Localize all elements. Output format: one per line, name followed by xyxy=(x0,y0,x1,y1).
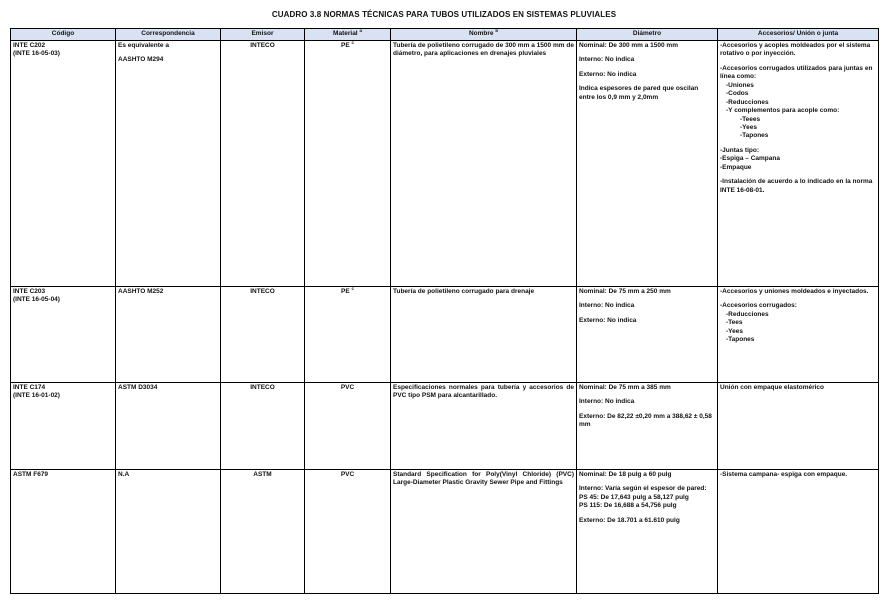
header-nombre-label: Nombre xyxy=(468,30,494,38)
header-emisor: Emisor xyxy=(221,29,305,41)
cell-diametro xyxy=(577,383,718,470)
table-row xyxy=(11,287,879,383)
cell-codigo: INTE C203 (INTE 16-05-04) xyxy=(11,287,116,383)
diametro-line: Interno: No indica xyxy=(579,302,635,310)
accesorios-line: -Y complementos para acople como: xyxy=(726,107,840,115)
accesorios-line: -Tees xyxy=(726,319,743,327)
cell-material xyxy=(305,287,391,383)
diametro-line: PS 115: De 16,688 a 54,756 pulg xyxy=(579,502,677,510)
correspondencia-line: N.A xyxy=(118,471,130,478)
table-row xyxy=(11,41,879,287)
material-note: c xyxy=(351,285,354,291)
correspondencia-line: ASTM D3034 xyxy=(118,384,158,391)
cell-correspondencia xyxy=(116,41,221,287)
diametro-line: Interno: Varía según el espesor de pared: xyxy=(579,485,707,493)
cell-accesorios xyxy=(718,470,879,594)
accesorios-line: -Uniones xyxy=(726,81,754,89)
accesorios-line: Unión con empaque elastomérico xyxy=(720,384,825,391)
accesorios-line: -Accesorios corrugados utilizados para juntas en línea como: xyxy=(720,64,873,81)
cell-emisor: ASTM xyxy=(221,470,305,594)
accesorios-line: -Espiga – Campana xyxy=(720,155,780,163)
header-material-note: a xyxy=(359,28,362,34)
header-nombre xyxy=(391,29,577,41)
correspondencia-line: AASHTO M294 xyxy=(118,56,164,64)
diametro-line: Nominal: De 75 mm a 385 mm xyxy=(579,384,671,391)
diametro-line: PS 45: De 17,643 pulg a 58,127 pulg xyxy=(579,493,689,501)
cell-correspondencia xyxy=(116,287,221,383)
accesorios-line: -Yees xyxy=(740,123,757,131)
cell-nombre: Especificaciones normales para tubería y accesorios de PVC tipo PSM para alcantarillado. xyxy=(391,383,577,470)
accesorios-line: -Accesorios y uniones moldeados e inyectados. xyxy=(720,288,869,295)
header-correspondencia: Correspondencia xyxy=(116,29,221,41)
cell-emisor: INTECO xyxy=(221,287,305,383)
diametro-line: Externo: No indica xyxy=(579,70,637,78)
accesorios-line: -Reducciones xyxy=(726,98,769,106)
table-title: CUADRO 3.8 NORMAS TÉCNICAS PARA TUBOS UTILIZADOS EN SISTEMAS PLUVIALES xyxy=(271,10,617,19)
diametro-line: Interno: No indica xyxy=(579,398,635,406)
accesorios-line: -Empaque xyxy=(720,163,752,171)
accesorios-line: -Accesorios y acoples moldeados por el sistema rotativo o por inyección. xyxy=(720,42,871,58)
table-row xyxy=(11,470,879,594)
correspondencia-line: Es equivalente a xyxy=(118,42,169,49)
header-codigo: Código xyxy=(11,29,116,41)
accesorios-line: -Juntas tipo: xyxy=(720,146,759,154)
correspondencia-line: AASHTO M252 xyxy=(118,288,164,295)
accesorios-line: -Teees xyxy=(740,115,761,123)
cell-codigo: INTE C174 (INTE 16-01-02) xyxy=(11,383,116,470)
accesorios-line: -Sistema campana- espiga con empaque. xyxy=(720,471,848,478)
accesorios-line: -Yees xyxy=(726,327,743,335)
diametro-line: Externo: De 18.701 a 61.610 pulg xyxy=(579,516,680,524)
cell-emisor: INTECO xyxy=(221,41,305,287)
cell-codigo: INTE C202 (INTE 16-05-03) xyxy=(11,41,116,287)
cell-diametro xyxy=(577,287,718,383)
diametro-line: Externo: No indica xyxy=(579,316,637,324)
cell-correspondencia xyxy=(116,470,221,594)
header-diametro: Diámetro xyxy=(577,29,718,41)
diametro-line: Externo: De 82,22 ±0,20 mm a 388,62 ± 0,58 mm xyxy=(579,412,712,429)
diametro-line: Nominal: De 18 pulg a 60 pulg xyxy=(579,471,672,478)
cell-material xyxy=(305,41,391,287)
diametro-line: Indica espesores de pared que oscilan entre los 0,9 mm y 2,0mm xyxy=(579,85,699,101)
material-value: PE xyxy=(341,288,350,295)
material-value: PE xyxy=(341,42,350,49)
cell-accesorios xyxy=(718,287,879,383)
cell-nombre: Tubería de polietileno corrugado de 300 mm a 1500 mm de diámetro, para aplicaciones en drenajes pluviales xyxy=(391,41,577,287)
cell-nombre: Tubería de polietileno corrugado para drenaje xyxy=(391,287,577,383)
accesorios-line: -Accesorios corrugados: xyxy=(720,302,797,310)
cell-material: PVC xyxy=(305,383,391,470)
cell-accesorios xyxy=(718,41,879,287)
accesorios-line: -Tapones xyxy=(740,132,769,140)
diametro-line: Nominal: De 300 mm a 1500 mm xyxy=(579,42,678,49)
header-row xyxy=(11,29,879,41)
header-material-label: Material xyxy=(333,30,358,38)
cell-emisor: INTECO xyxy=(221,383,305,470)
diametro-line: Nominal: De 75 mm a 250 mm xyxy=(579,288,671,295)
cell-diametro xyxy=(577,41,718,287)
accesorios-line: -Tapones xyxy=(726,336,755,344)
cell-codigo: ASTM F679 xyxy=(11,470,116,594)
material-note: c xyxy=(351,39,354,45)
cell-accesorios xyxy=(718,383,879,470)
table-row xyxy=(11,383,879,470)
header-material xyxy=(305,29,391,41)
standards-table xyxy=(10,28,879,594)
header-nombre-note: b xyxy=(495,28,499,34)
cell-correspondencia xyxy=(116,383,221,470)
cell-nombre: Standard Specification for Poly(Vinyl Chloride) (PVC) Large-Diameter Plastic Gravity Sewer Pipe and Fittings xyxy=(391,470,577,594)
header-accesorios: Accesorios/ Unión o junta xyxy=(718,29,879,41)
diametro-line: Interno: No indica xyxy=(579,56,635,64)
accesorios-line: -Codos xyxy=(726,90,749,98)
cell-diametro xyxy=(577,470,718,594)
accesorios-line: -Reducciones xyxy=(726,310,769,318)
cell-material: PVC xyxy=(305,470,391,594)
accesorios-line: -Instalación de acuerdo a lo indicado en la norma INTE 16-08-01. xyxy=(720,178,873,194)
